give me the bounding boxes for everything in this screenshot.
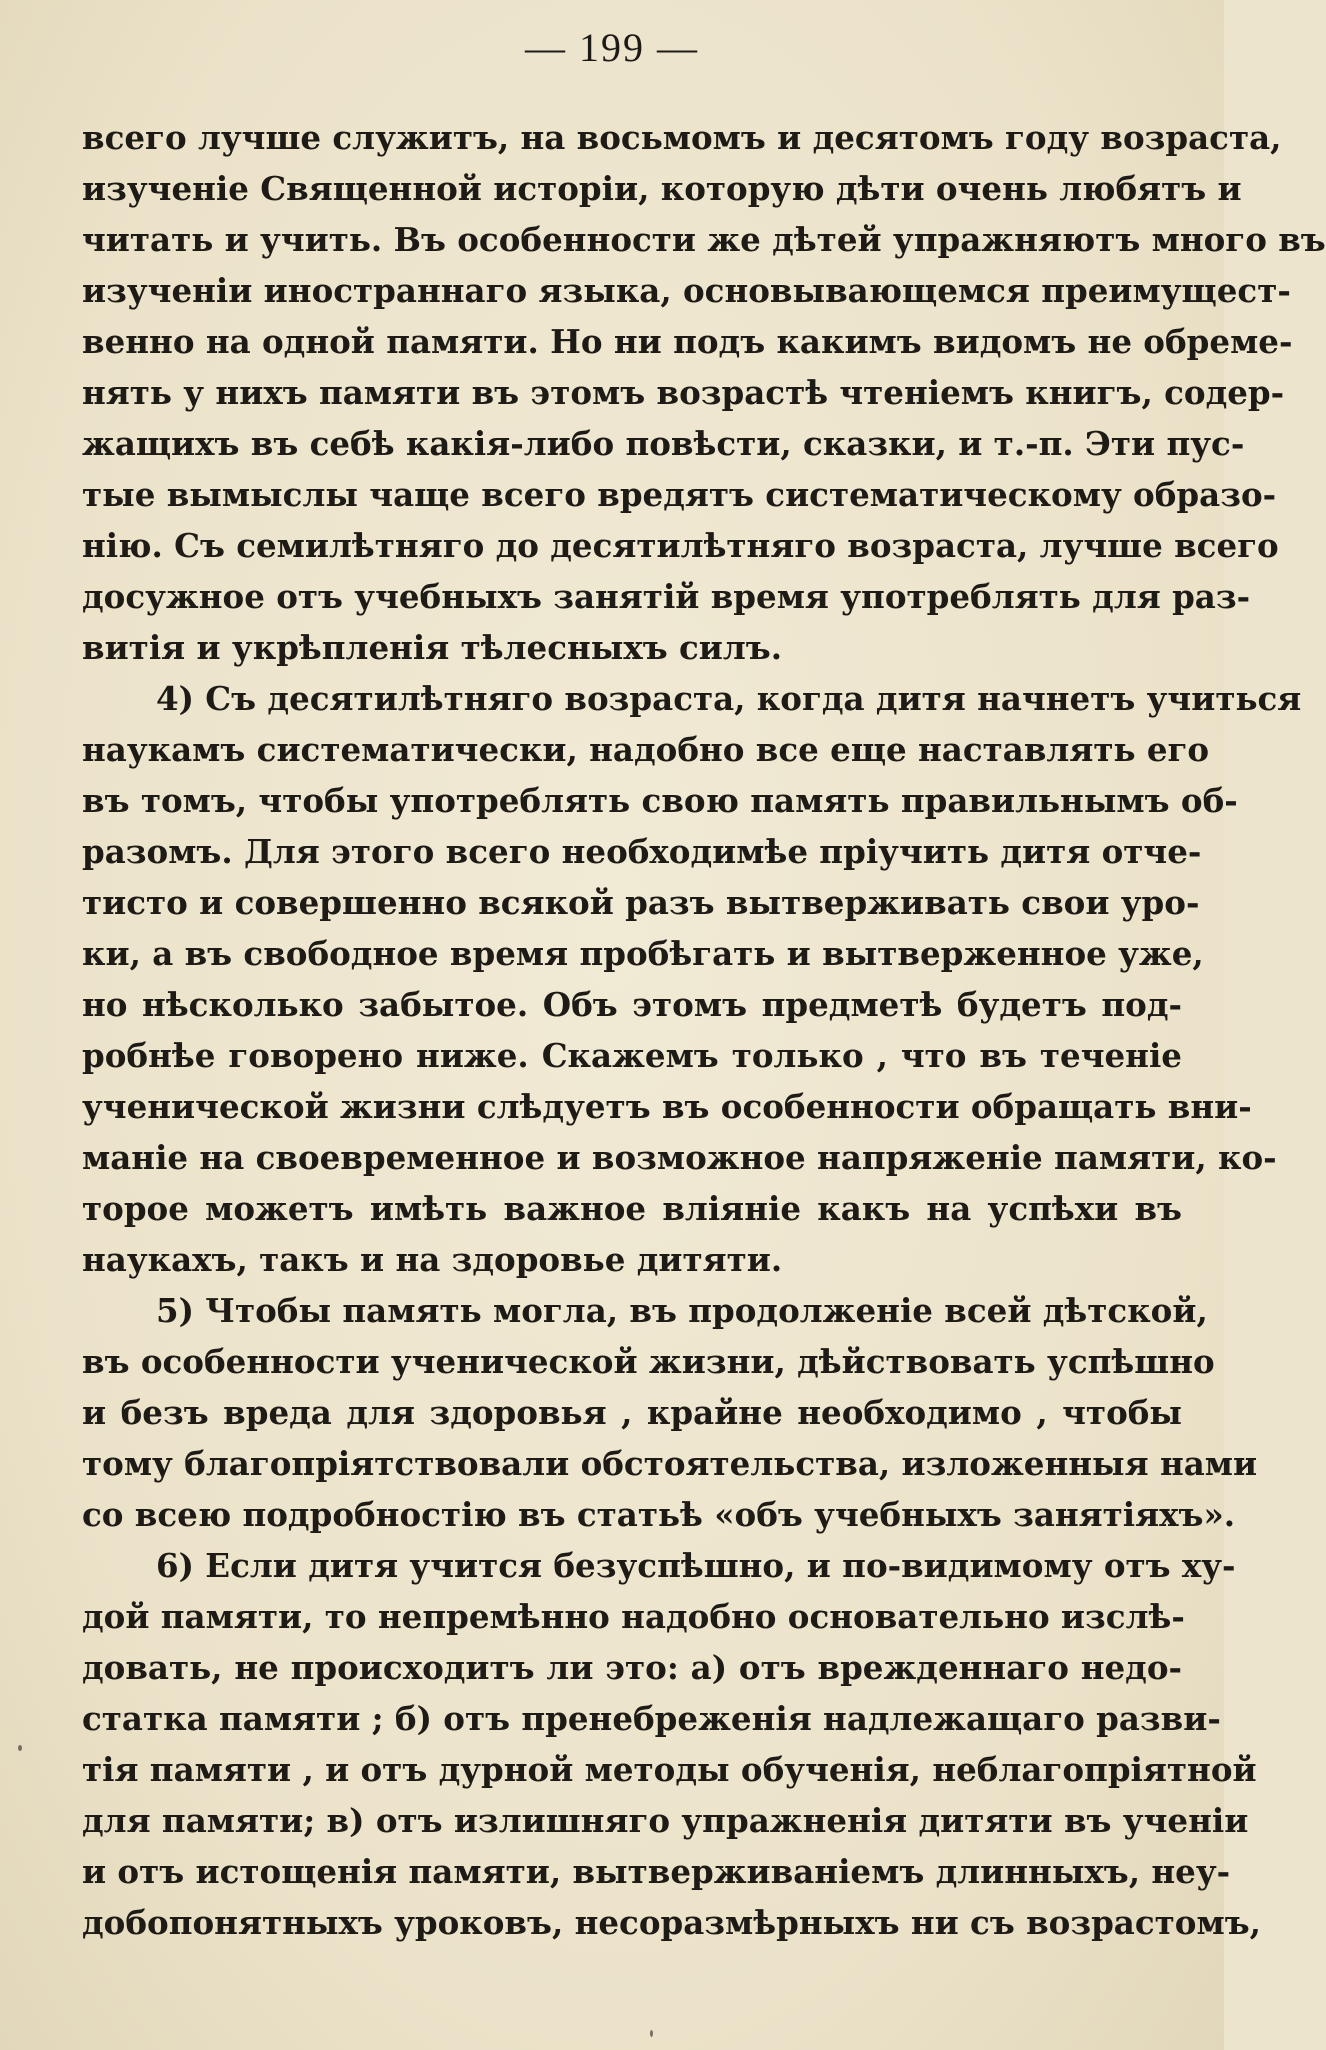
- text-line: разомъ. Для этого всего необходимѣе пріучить дитя отче-: [82, 832, 1202, 871]
- text-line: дой памяти, то непремѣнно надобно основательно изслѣ-: [82, 1597, 1185, 1636]
- text-line: изученіи иностраннаго языка, основывающемся преимущест-: [82, 271, 1291, 310]
- text-line: со всею подробностію въ статьѣ «объ учебныхъ занятіяхъ».: [82, 1495, 1236, 1534]
- text-line: добопонятныхъ уроковъ, несоразмѣрныхъ ни съ возрастомъ,: [82, 1903, 1261, 1942]
- paragraph-5: [82, 1285, 1258, 1540]
- text-line: тые вымыслы чаще всего вредятъ систематическому образо-: [82, 475, 1277, 514]
- text-line: довать, не происходитъ ли это: а) отъ врежденнаго недо-: [82, 1648, 1182, 1687]
- text-line: 4) Съ десятилѣтняго возраста, когда дитя начнетъ учиться: [156, 679, 1302, 718]
- paragraph-4: [82, 673, 1302, 1285]
- text-line: нію. Съ семилѣтняго до десятилѣтняго возраста, лучше всего: [82, 526, 1279, 565]
- print-speck: [650, 2030, 653, 2037]
- text-line: но нѣсколько забытое. Объ этомъ предметѣ будетъ под-: [82, 985, 1182, 1024]
- text-line: жащихъ въ себѣ какія-либо повѣсти, сказки, и т.-п. Эти пус-: [82, 424, 1245, 463]
- text-line: 6) Если дитя учится безуспѣшно, и по-видимому отъ ху-: [156, 1546, 1236, 1585]
- text-line: статка памяти ; б) отъ пренебреженія надлежащаго разви-: [82, 1699, 1221, 1738]
- text-line: ученической жизни слѣдуетъ въ особенности обращать вни-: [82, 1087, 1252, 1126]
- text-line: робнѣе говорено ниже. Скажемъ только , что въ теченіе: [82, 1036, 1182, 1075]
- print-speck: [18, 1745, 22, 1751]
- text-line: досужное отъ учебныхъ занятій время употреблять для раз-: [82, 577, 1251, 616]
- paragraph-continuation: [82, 112, 1326, 673]
- text-line: въ особенности ученической жизни, дѣйствовать успѣшно: [82, 1342, 1215, 1381]
- paragraph-6: [82, 1540, 1261, 1948]
- text-line: въ томъ, чтобы употреблять свою память правильнымъ об-: [82, 781, 1238, 820]
- body-text: [82, 112, 1326, 1948]
- text-line: венно на одной памяти. Но ни подъ какимъ видомъ не обреме-: [82, 322, 1293, 361]
- text-line: для памяти; в) отъ излишняго упражненія дитяти въ ученіи: [82, 1801, 1249, 1840]
- text-line: маніе на своевременное и возможное напряженіе памяти, ко-: [82, 1138, 1277, 1177]
- text-line: нять у нихъ памяти въ этомъ возрастѣ чтеніемъ книгъ, содер-: [82, 373, 1285, 412]
- text-line: витія и укрѣпленія тѣлесныхъ силъ.: [82, 628, 783, 667]
- text-line: торое можетъ имѣть важное вліяніе какъ на успѣхи въ: [82, 1189, 1182, 1228]
- text-line: изученіе Священной исторіи, которую дѣти очень любятъ и: [82, 169, 1242, 208]
- text-line: тія памяти , и отъ дурной методы обученія, неблагопріятной: [82, 1750, 1257, 1789]
- text-line: 5) Чтобы память могла, въ продолженіе всей дѣтской,: [156, 1291, 1208, 1330]
- text-line: и отъ истощенія памяти, вытверживаніемъ длинныхъ, неу-: [82, 1852, 1231, 1891]
- text-line: и безъ вреда для здоровья , крайне необходимо , чтобы: [82, 1393, 1182, 1432]
- text-line: наукамъ систематически, надобно все еще наставлять его: [82, 730, 1210, 769]
- text-line: тому благопріятствовали обстоятельства, изложенныя нами: [82, 1444, 1258, 1483]
- text-line: читать и учить. Въ особенности же дѣтей упражняютъ много въ: [82, 220, 1326, 259]
- text-line: всего лучше служитъ, на восьмомъ и десятомъ году возраста,: [82, 118, 1282, 157]
- text-line: наукахъ, такъ и на здоровье дитяти.: [82, 1240, 783, 1279]
- text-line: ки, а въ свободное время пробѣгать и вытверженное уже,: [82, 934, 1204, 973]
- text-line: тисто и совершенно всякой разъ вытверживать свои уро-: [82, 883, 1200, 922]
- page-number: — 199 —: [525, 25, 699, 70]
